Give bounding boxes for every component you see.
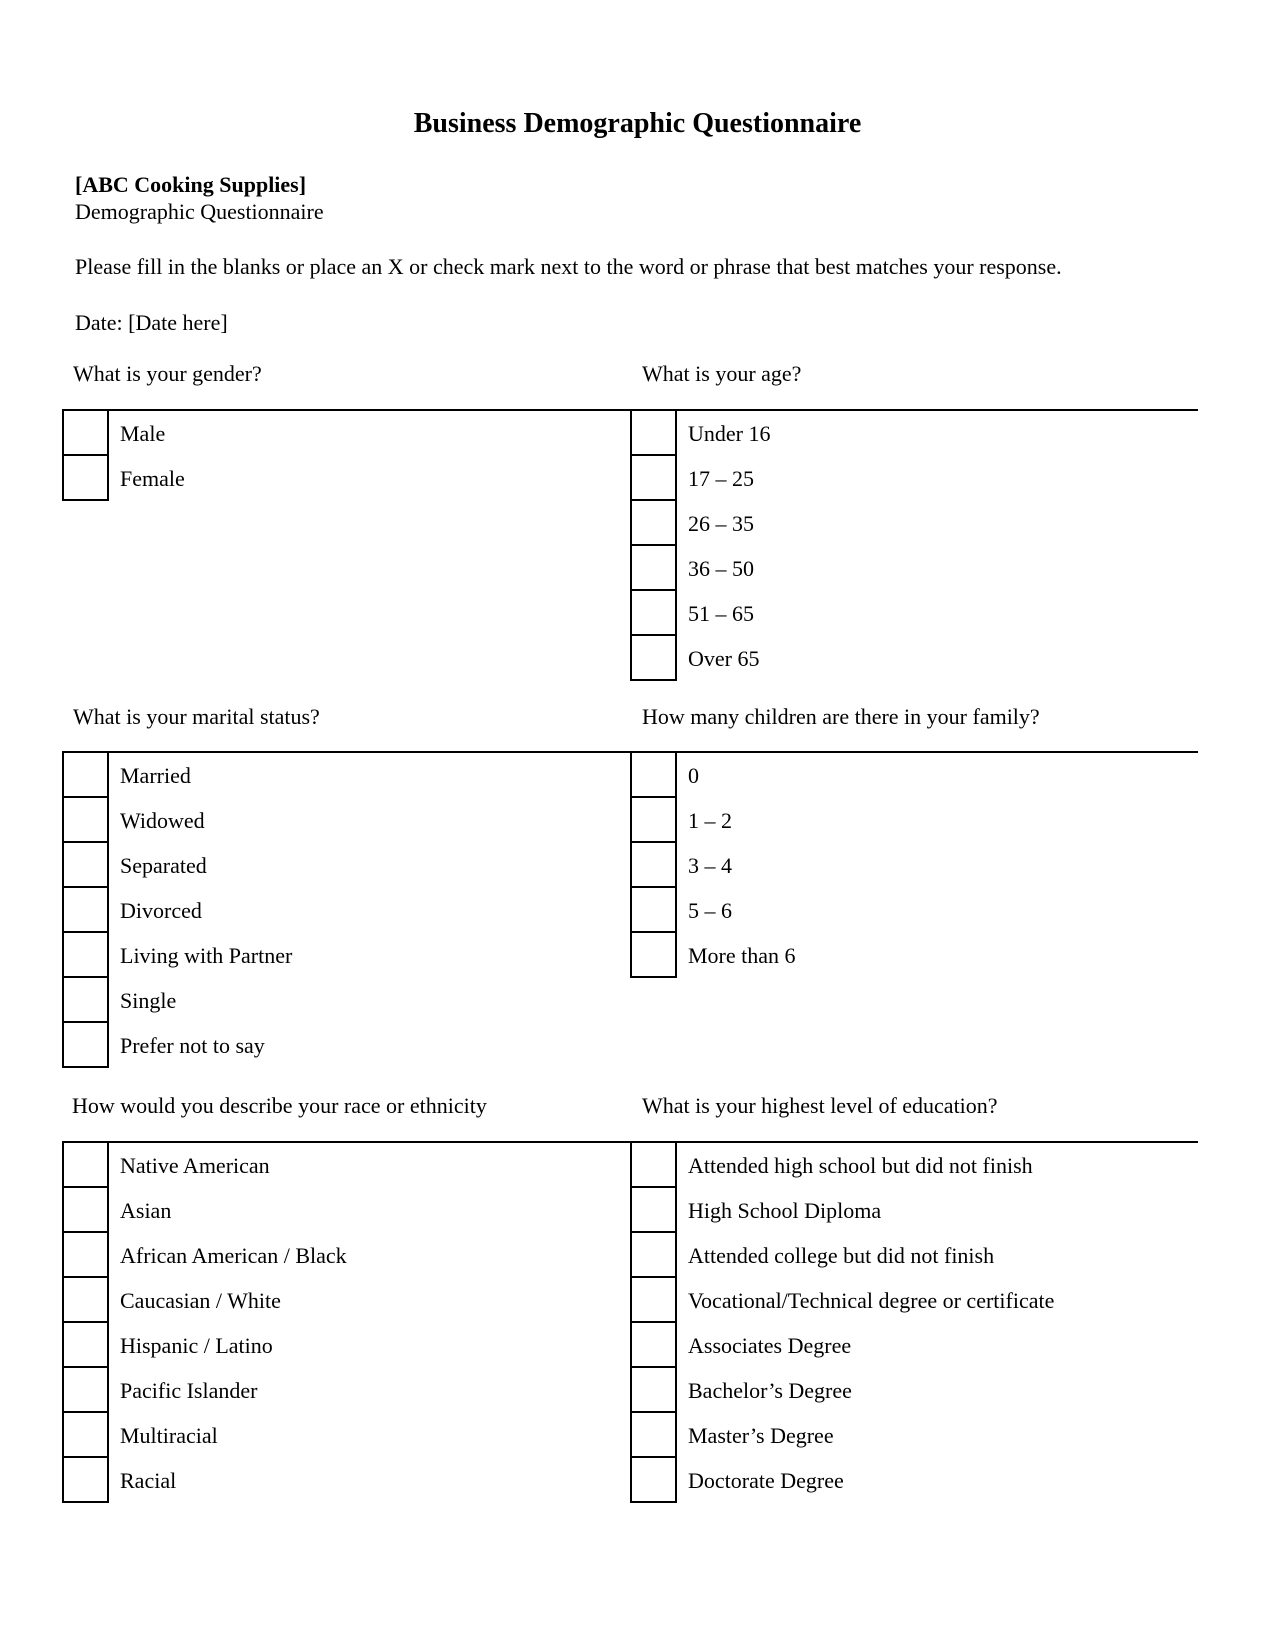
option-label: 5 – 6 xyxy=(688,898,732,923)
checkbox[interactable] xyxy=(62,1413,109,1458)
option-row xyxy=(62,1413,607,1458)
option-label: Under 16 xyxy=(688,421,771,446)
option-label: 17 – 25 xyxy=(688,466,754,491)
option-label: Associates Degree xyxy=(688,1333,852,1358)
option-label: Over 65 xyxy=(688,646,760,671)
checkbox[interactable] xyxy=(62,933,109,978)
option-label: Divorced xyxy=(120,898,202,923)
option-row xyxy=(630,591,1175,636)
gender-options xyxy=(62,411,607,501)
option-row xyxy=(62,1143,607,1188)
option-row xyxy=(630,501,1175,546)
checkbox[interactable] xyxy=(630,591,677,636)
option-label: Pacific Islander xyxy=(120,1378,258,1403)
checkbox[interactable] xyxy=(62,798,109,843)
option-row xyxy=(630,636,1175,681)
age-options xyxy=(630,411,1175,681)
checkbox[interactable] xyxy=(62,753,109,798)
option-label: 1 – 2 xyxy=(688,808,732,833)
checkbox[interactable] xyxy=(630,1368,677,1413)
checkbox[interactable] xyxy=(62,1233,109,1278)
option-row xyxy=(630,1413,1175,1458)
checkbox[interactable] xyxy=(630,1188,677,1233)
option-label: Hispanic / Latino xyxy=(120,1333,273,1358)
option-row xyxy=(630,1458,1175,1503)
option-row xyxy=(62,411,607,456)
company-name: [ABC Cooking Supplies] xyxy=(75,172,307,197)
option-row xyxy=(630,1233,1175,1278)
option-label: Master’s Degree xyxy=(688,1423,834,1448)
option-row xyxy=(62,798,607,843)
option-label: 0 xyxy=(688,763,699,788)
option-label: High School Diploma xyxy=(688,1198,882,1223)
instructions-text: Please fill in the blanks or place an X or check mark next to the word or phrase that best matches your response. xyxy=(75,254,1062,279)
option-label: Male xyxy=(120,421,166,446)
checkbox[interactable] xyxy=(630,1233,677,1278)
option-row xyxy=(62,1278,607,1323)
option-label: Attended college but did not finish xyxy=(688,1243,995,1268)
option-row xyxy=(630,753,1175,798)
checkbox[interactable] xyxy=(630,888,677,933)
option-row xyxy=(62,888,607,933)
option-label: African American / Black xyxy=(120,1243,347,1268)
option-label: 51 – 65 xyxy=(688,601,754,626)
checkbox[interactable] xyxy=(630,1458,677,1503)
option-row xyxy=(630,888,1175,933)
checkbox[interactable] xyxy=(62,1458,109,1503)
option-row xyxy=(62,1023,607,1068)
option-row xyxy=(62,456,607,501)
option-label: Multiracial xyxy=(120,1423,218,1448)
checkbox[interactable] xyxy=(62,1323,109,1368)
option-label: Bachelor’s Degree xyxy=(688,1378,852,1403)
race-options xyxy=(62,1143,607,1503)
checkbox[interactable] xyxy=(630,753,677,798)
option-row xyxy=(62,1323,607,1368)
option-row xyxy=(62,1368,607,1413)
option-label: Married xyxy=(120,763,191,788)
date-line: Date: [Date here] xyxy=(75,310,228,335)
option-row xyxy=(62,1458,607,1503)
option-label: Native American xyxy=(120,1153,270,1178)
option-label: Living with Partner xyxy=(120,943,293,968)
checkbox[interactable] xyxy=(630,798,677,843)
checkbox[interactable] xyxy=(630,933,677,978)
checkbox[interactable] xyxy=(630,1413,677,1458)
question-age: What is your age? xyxy=(642,361,802,386)
checkbox[interactable] xyxy=(630,1143,677,1188)
checkbox[interactable] xyxy=(62,411,109,456)
option-label: Prefer not to say xyxy=(120,1033,265,1058)
option-label: 3 – 4 xyxy=(688,853,732,878)
checkbox[interactable] xyxy=(630,456,677,501)
checkbox[interactable] xyxy=(630,636,677,681)
checkbox[interactable] xyxy=(630,501,677,546)
option-label: Attended high school but did not finish xyxy=(688,1153,1033,1178)
option-row xyxy=(630,933,1175,978)
checkbox[interactable] xyxy=(62,888,109,933)
option-label: Separated xyxy=(120,853,207,878)
option-row xyxy=(630,1323,1175,1368)
checkbox[interactable] xyxy=(630,1323,677,1368)
option-row xyxy=(630,1143,1175,1188)
document-title: Business Demographic Questionnaire xyxy=(413,108,862,139)
checkbox[interactable] xyxy=(630,411,677,456)
marital-options xyxy=(62,753,607,1068)
checkbox[interactable] xyxy=(62,456,109,501)
children-options xyxy=(630,753,1175,978)
option-label: Racial xyxy=(120,1468,177,1493)
option-row xyxy=(630,1188,1175,1233)
option-label: Doctorate Degree xyxy=(688,1468,844,1493)
option-row xyxy=(62,843,607,888)
education-options xyxy=(630,1143,1175,1503)
document-subtitle: Demographic Questionnaire xyxy=(75,199,324,224)
checkbox[interactable] xyxy=(630,1278,677,1323)
option-row xyxy=(62,933,607,978)
question-gender: What is your gender? xyxy=(73,361,262,386)
option-label: 26 – 35 xyxy=(688,511,754,536)
option-label: Single xyxy=(120,988,177,1013)
option-row xyxy=(62,753,607,798)
option-label: Caucasian / White xyxy=(120,1288,281,1313)
checkbox[interactable] xyxy=(62,843,109,888)
option-row xyxy=(62,978,607,1023)
option-row xyxy=(62,1188,607,1233)
checkbox[interactable] xyxy=(62,1368,109,1413)
checkbox[interactable] xyxy=(62,1143,109,1188)
option-label: Female xyxy=(120,466,185,491)
option-row xyxy=(630,1278,1175,1323)
question-marital-status: What is your marital status? xyxy=(73,704,320,729)
option-row xyxy=(630,798,1175,843)
option-row xyxy=(630,843,1175,888)
option-row xyxy=(630,411,1175,456)
checkbox[interactable] xyxy=(62,978,109,1023)
checkbox[interactable] xyxy=(62,1278,109,1323)
option-label: Asian xyxy=(120,1198,172,1223)
option-row xyxy=(630,456,1175,501)
checkbox[interactable] xyxy=(62,1023,109,1068)
question-education: What is your highest level of education? xyxy=(642,1093,998,1118)
question-race-ethnicity: How would you describe your race or ethnicity xyxy=(72,1093,487,1118)
option-label: Vocational/Technical degree or certificate xyxy=(688,1288,1055,1313)
option-row xyxy=(62,1233,607,1278)
checkbox[interactable] xyxy=(630,546,677,591)
option-row xyxy=(630,1368,1175,1413)
question-children: How many children are there in your family? xyxy=(642,704,1040,729)
option-label: Widowed xyxy=(120,808,205,833)
option-row xyxy=(630,546,1175,591)
option-label: More than 6 xyxy=(688,943,796,968)
checkbox[interactable] xyxy=(630,843,677,888)
option-label: 36 – 50 xyxy=(688,556,754,581)
checkbox[interactable] xyxy=(62,1188,109,1233)
